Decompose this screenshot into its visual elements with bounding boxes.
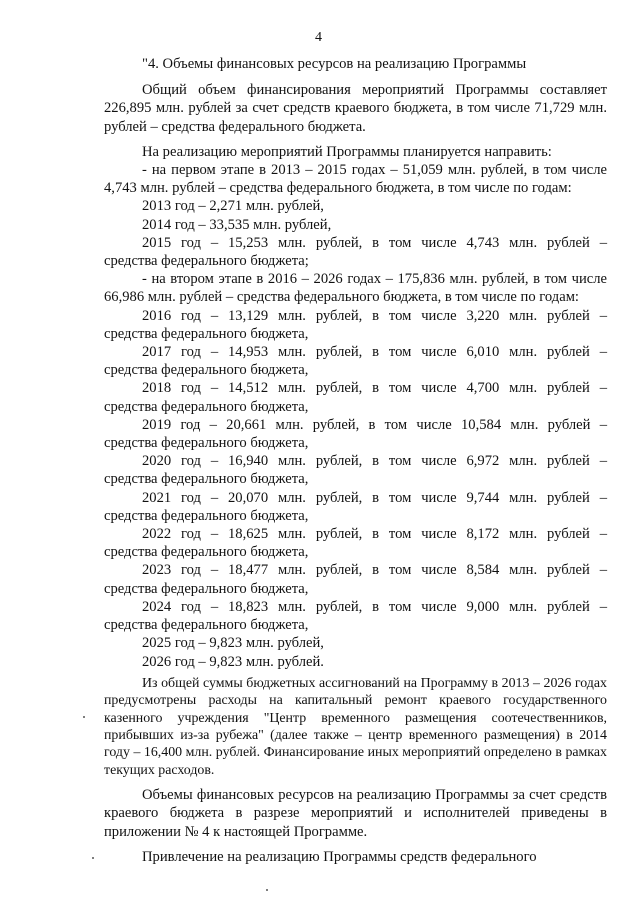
year-entry-tail: средства федерального бюджета, <box>104 471 309 488</box>
year-line-2025: 2025 год – 9,823 млн. рублей, <box>142 635 324 652</box>
year-entry <box>104 307 607 343</box>
year-entry-head: 2020 год – 16,940 млн. рублей, в том числе 6,972 млн. рублей – <box>142 453 607 470</box>
scan-speck <box>266 889 268 891</box>
year-entry-head: 2019 год – 20,661 млн. рублей, в том числе 10,584 млн. рублей – <box>142 416 607 433</box>
scan-speck <box>83 716 85 718</box>
year-entry-tail: средства федерального бюджета, <box>104 398 309 415</box>
section-heading: "4. Объемы финансовых ресурсов на реализацию Программы <box>142 56 527 72</box>
year-entry-head: 2017 год – 14,953 млн. рублей, в том числе 6,010 млн. рублей – <box>142 344 607 361</box>
year-entry <box>104 525 607 561</box>
year-entry-2015 <box>104 234 607 270</box>
year-entry <box>104 379 607 415</box>
page-number: 4 <box>315 30 322 45</box>
paragraph-total-funding: Общий объем финансирования мероприятий Программы составляет 226,895 млн. рублей за счет средств краевого бюджета, в том числе 71,729 млн. рублей – средства федерального бюджета. <box>104 82 607 135</box>
year-entry-tail: средства федерального бюджета, <box>104 544 309 561</box>
year-entry <box>104 561 607 597</box>
year-entry-tail: средства федерального бюджета, <box>104 617 309 634</box>
document-body <box>104 55 607 866</box>
year-entry-head: 2015 год – 15,253 млн. рублей, в том числе 4,743 млн. рублей – <box>142 234 607 251</box>
scan-speck <box>92 857 94 859</box>
year-entry-head: 2021 год – 20,070 млн. рублей, в том числе 9,744 млн. рублей – <box>142 489 607 506</box>
year-entry-tail: средства федерального бюджета, <box>104 362 309 379</box>
paragraph-federal-funds: Привлечение на реализацию Программы средств федерального <box>142 848 537 865</box>
year-entry <box>104 489 607 525</box>
year-entry-head: 2018 год – 14,512 млн. рублей, в том числе 4,700 млн. рублей – <box>142 380 607 397</box>
year-entry-tail: средства федерального бюджета, <box>104 435 309 452</box>
paragraph-direction: На реализацию мероприятий Программы планируется направить: <box>142 143 552 160</box>
year-entry-tail: средства федерального бюджета; <box>104 253 309 270</box>
year-entry-head: 2024 год – 18,823 млн. рублей, в том числе 9,000 млн. рублей – <box>142 598 607 615</box>
year-entry-tail: средства федерального бюджета, <box>104 580 309 597</box>
paragraph-resource-volumes: Объемы финансовых ресурсов на реализацию Программы за счет средств краевого бюджета в разрезе мероприятий и исполнителей приведены в приложении № 4 к настоящей Программе. <box>104 787 607 840</box>
year-entry-head: 2016 год – 13,129 млн. рублей, в том числе 3,220 млн. рублей – <box>142 307 607 324</box>
year-line-2026: 2026 год – 9,823 млн. рублей. <box>142 653 324 670</box>
year-line-2014: 2014 год – 33,535 млн. рублей, <box>142 216 332 233</box>
paragraph-stage-one: - на первом этапе в 2013 – 2015 годах – 51,059 млн. рублей, в том числе 4,743 млн. рублей – средства федерального бюджета, в том числе по годам: <box>104 162 607 197</box>
year-entry-tail: средства федерального бюджета, <box>104 507 309 524</box>
paragraph-stage-two: - на втором этапе в 2016 – 2026 годах – 175,836 млн. рублей, в том числе 66,986 млн. рублей – средства федерального бюджета, в том числе по годам: <box>104 271 607 306</box>
year-entry-tail: средства федерального бюджета, <box>104 325 309 342</box>
year-line-2013: 2013 год – 2,271 млн. рублей, <box>142 198 324 215</box>
year-entry <box>104 598 607 634</box>
year-entry-head: 2022 год – 18,625 млн. рублей, в том числе 8,172 млн. рублей – <box>142 526 607 543</box>
year-entry <box>104 416 607 452</box>
year-entry <box>104 452 607 488</box>
paragraph-capital-repair: Из общей суммы бюджетных ассигнований на Программу в 2013 – 2026 годах предусмотрены расходы на капитальный ремонт краевого государственного казенного учреждения "Центр временного размещения соотечественников, прибывших из-за рубежа" (далее также – центр временного размещения) в 2014 году – 16,400 млн. рублей. Финансирование иных мероприятий определено в рамках текущих расходов. <box>104 675 607 778</box>
year-entry <box>104 343 607 379</box>
year-entry-head: 2023 год – 18,477 млн. рублей, в том числе 8,584 млн. рублей – <box>142 562 607 579</box>
